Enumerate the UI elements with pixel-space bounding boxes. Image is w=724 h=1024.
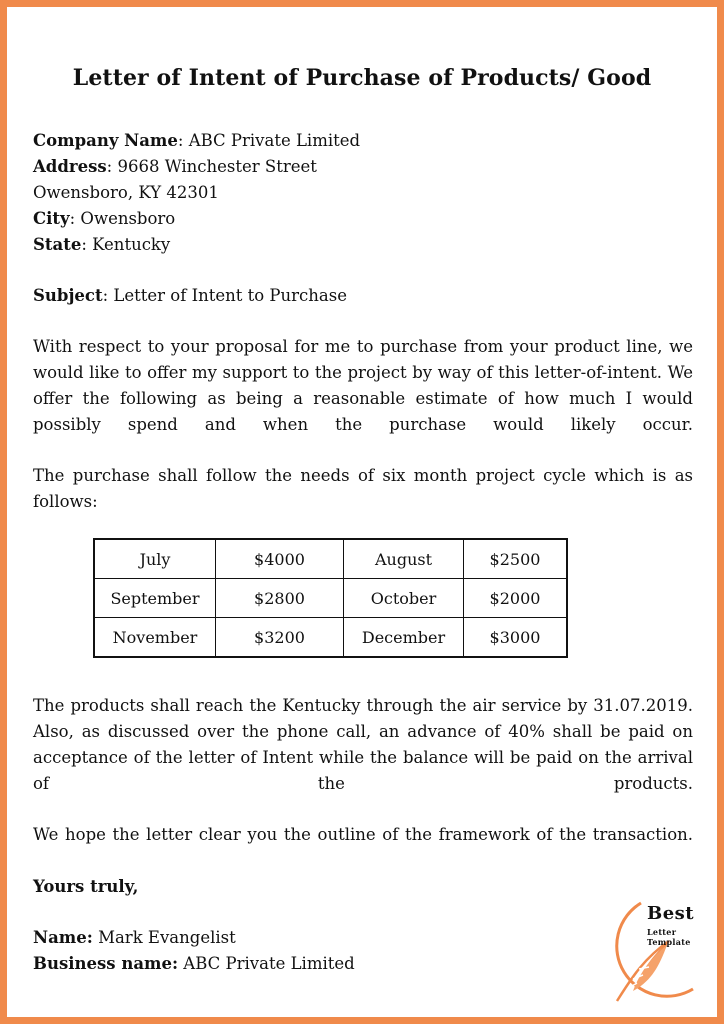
month-cell: August xyxy=(344,539,464,579)
subject-label: Subject xyxy=(33,286,103,305)
company-details xyxy=(33,128,693,258)
closing-salutation: Yours truly, xyxy=(33,877,139,896)
table-row xyxy=(94,579,567,618)
amount-cell: $2500 xyxy=(464,539,568,579)
address-label: Address xyxy=(33,157,107,176)
page-title: Letter of Intent of Purchase of Products/ Good xyxy=(72,65,652,91)
state-value: : Kentucky xyxy=(81,235,171,254)
table-row xyxy=(94,618,567,658)
business-name-value: ABC Private Limited xyxy=(178,954,355,973)
business-name-label: Business name: xyxy=(33,954,179,973)
subject-line xyxy=(33,283,693,309)
month-cell: December xyxy=(344,618,464,658)
amount-cell: $2000 xyxy=(464,579,568,618)
subject-value: : Letter of Intent to Purchase xyxy=(102,286,347,305)
state-label: State xyxy=(33,235,82,254)
address-value: : 9668 Winchester Street xyxy=(106,157,317,176)
address-line2: Owensboro, KY 42301 xyxy=(33,183,219,202)
company-name-value: : ABC Private Limited xyxy=(177,131,361,150)
delivery-paragraph: The products shall reach the Kentucky through the air service by 31.07.2019. Also, as discussed over the phone call, an advance of 40% shall be paid on acceptance of the letter of Intent while the balance will be paid on the arrival of the products. xyxy=(33,696,693,793)
table-row xyxy=(94,539,567,579)
month-cell: July xyxy=(94,539,216,579)
amount-cell: $3000 xyxy=(464,618,568,658)
amount-cell: $2800 xyxy=(216,579,344,618)
closing-paragraph: We hope the letter clear you the outline of the framework of the transaction. xyxy=(33,825,693,844)
company-name-label: Company Name xyxy=(33,131,178,150)
logo-subtitle: Letter Template xyxy=(647,927,691,947)
month-cell: September xyxy=(94,579,216,618)
intro-paragraph: With respect to your proposal for me to purchase from your product line, we would like to offer my support to the project by way of this letter-of-intent. We offer the following as being a reasonable estimate of how much I would possibly spend and when the purchase would likely occur. xyxy=(33,337,693,434)
signer-name-label: Name: xyxy=(33,928,93,947)
amount-cell: $3200 xyxy=(216,618,344,658)
logo-title: Best xyxy=(647,903,695,924)
purchase-schedule-table xyxy=(93,538,568,658)
city-label: City xyxy=(33,209,70,228)
signer-name-value: Mark Evangelist xyxy=(92,928,236,947)
cycle-paragraph: The purchase shall follow the needs of six month project cycle which is as follows: xyxy=(33,466,693,511)
signature-block xyxy=(33,925,693,977)
amount-cell: $4000 xyxy=(216,539,344,579)
city-value: : Owensboro xyxy=(69,209,176,228)
best-letter-template-logo xyxy=(597,897,715,1013)
month-cell: November xyxy=(94,618,216,658)
month-cell: October xyxy=(344,579,464,618)
